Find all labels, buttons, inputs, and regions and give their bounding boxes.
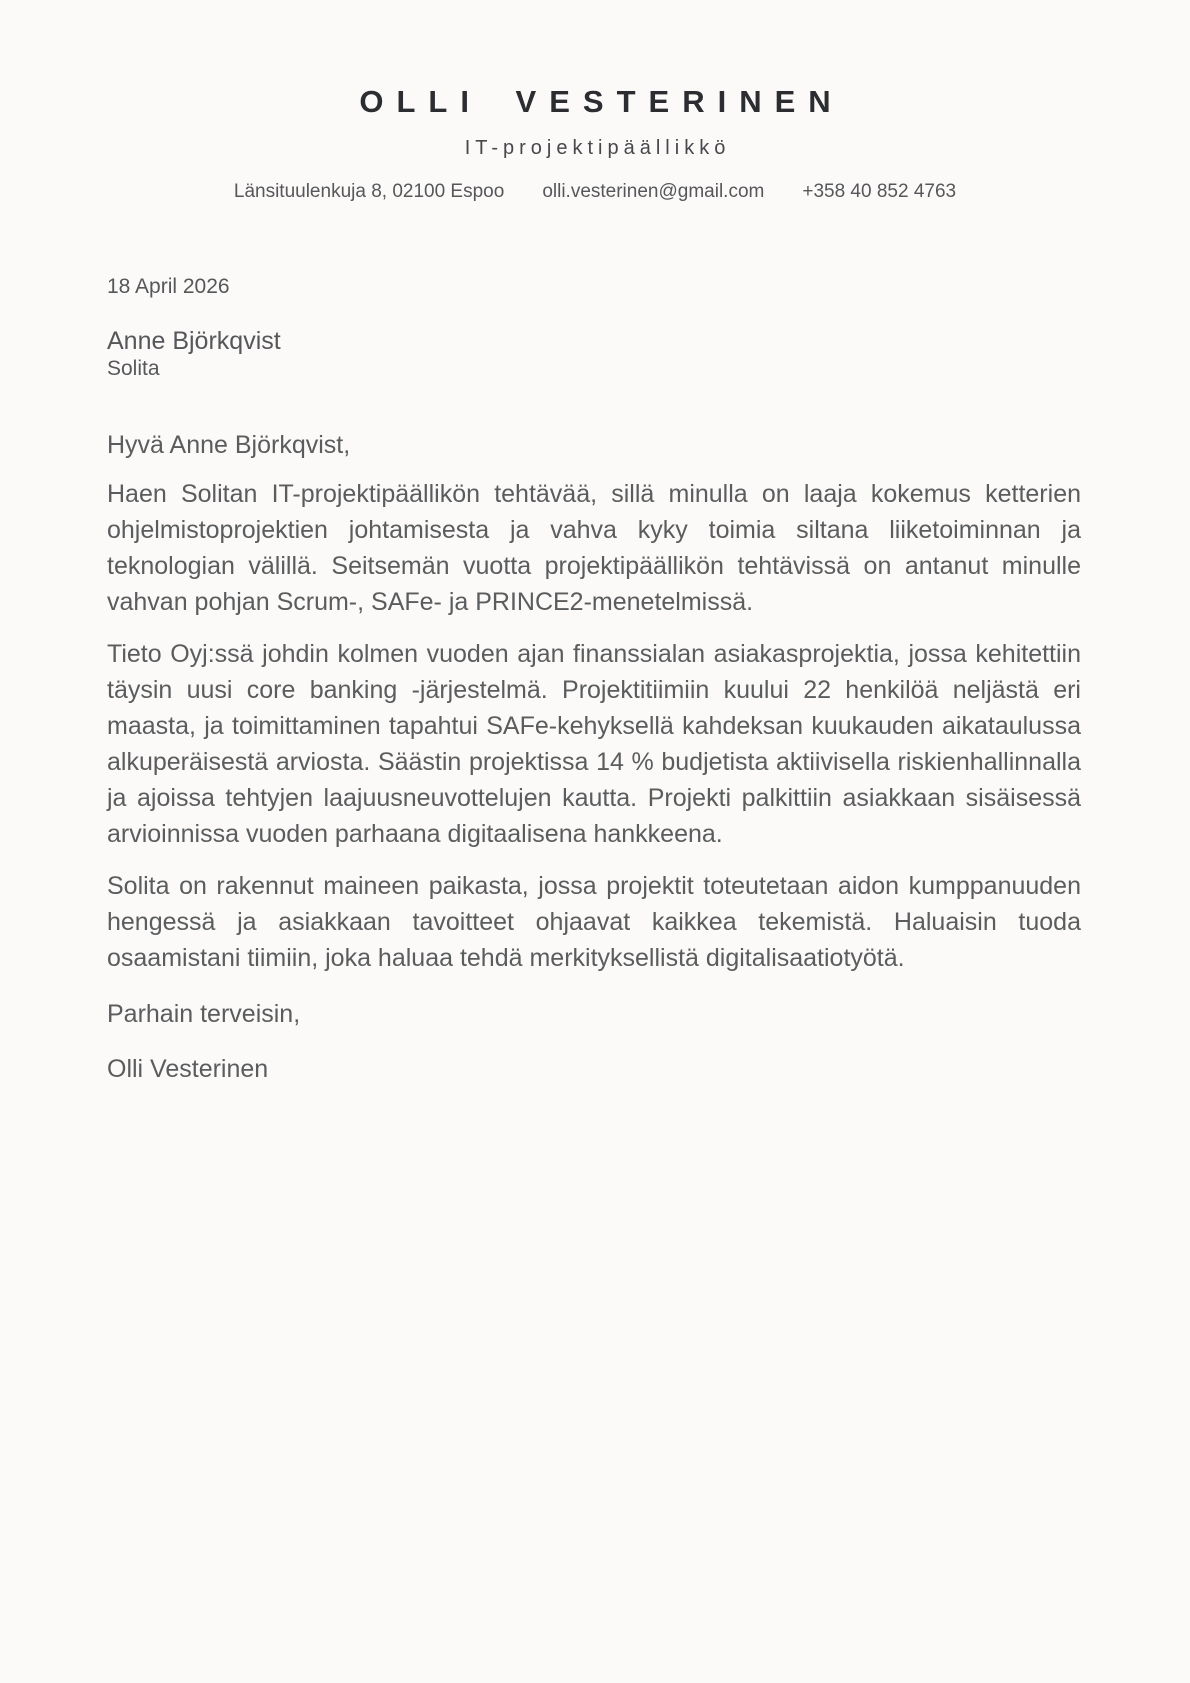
contact-phone: +358 40 852 4763	[802, 181, 957, 202]
contact-address: Länsituulenkuja 8, 02100 Espoo	[233, 181, 505, 202]
salutation: Hyvä Anne Björkqvist,	[107, 431, 351, 460]
closing-line: Parhain terveisin,	[107, 1000, 301, 1029]
letter-body	[107, 275, 1081, 1084]
contact-row	[0, 181, 1190, 203]
signature-name: Olli Vesterinen	[107, 1055, 269, 1084]
contact-email: olli.vesterinen@gmail.com	[542, 181, 765, 202]
letter-header	[0, 0, 1190, 203]
letter-date: 18 April 2026	[107, 275, 230, 298]
recipient-name: Anne Björkqvist	[107, 327, 281, 355]
applicant-name-heading: OLLI VESTERINEN	[359, 84, 844, 119]
recipient-block	[107, 327, 1081, 381]
body-paragraph-3: Solita on rakennut maineen paikasta, jossa projektit toteutetaan aidon kumppanuuden hengessä ja asiakkaan tavoitteet ohjaavat kaikkea tekemistä. Haluaisin tuoda osaamistani tiimiin, joka haluaa tehdä merkityksellistä digitalisaatiotyötä.	[107, 872, 1081, 973]
recipient-company: Solita	[107, 356, 160, 380]
body-paragraph-1: Haen Solitan IT-projektipäällikön tehtävää, sillä minulla on laaja kokemus ketterien ohjelmistoprojektien johtamisesta ja vahva kyky toimia siltana liiketoiminnan ja teknologian välillä. Seitsemän vuotta projektipäällikön tehtävissä on antanut minulle vahvan pohjan Scrum-, SAFe- ja PRINCE2-menetelmissä.	[107, 480, 1081, 617]
body-paragraph-2: Tieto Oyj:ssä johdin kolmen vuoden ajan finanssialan asiakasprojektia, jossa kehitettiin täysin uusi core banking -järjestelmä. Projektitiimiin kuului 22 henkilöä neljästä eri maasta, ja toimittaminen tapahtui SAFe-kehyksellä kahdeksan kuukauden aikataulussa alkuperäisestä arviosta. Säästin projektissa 14 % budjetista aktiivisella riskienhallinnalla ja ajoissa tehtyjen laajuusneuvottelujen kautta. Projekti palkittiin asiakkaan sisäisessä arvioinnissa vuoden parhaana digitaalisena hankkeena.	[107, 640, 1081, 849]
applicant-job-title: IT-projektipäällikkö	[464, 137, 731, 159]
